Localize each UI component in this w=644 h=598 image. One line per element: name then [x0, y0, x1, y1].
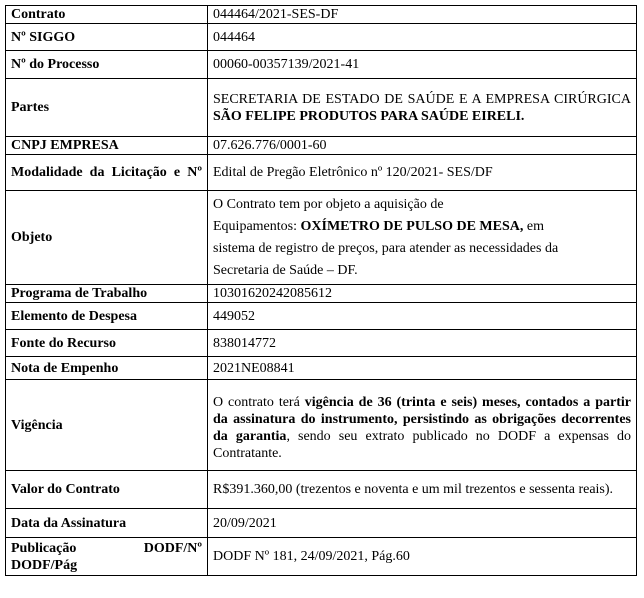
value-publicacao: DODF Nº 181, 24/09/2021, Pág.60	[208, 538, 637, 576]
contract-summary-table	[5, 5, 637, 576]
row-data	[6, 509, 637, 538]
partes-company-name: SÃO FELIPE PRODUTOS PARA SAÚDE EIRELI.	[213, 108, 525, 124]
value-valor: R$391.360,00 (trezentos e noventa e um mil trezentos e sessenta reais).	[208, 471, 637, 509]
row-objeto	[6, 191, 637, 285]
value-vigencia	[208, 380, 637, 471]
row-contrato	[6, 6, 637, 24]
publicacao-label-line-1: Publicação DODF/Nº	[11, 540, 202, 556]
objeto-line-2-post: em	[523, 218, 544, 234]
row-siggo	[6, 24, 637, 51]
value-elemento: 449052	[208, 303, 637, 330]
value-modalidade: Edital de Pregão Eletrônico nº 120/2021- SES/DF	[208, 155, 637, 191]
row-vigencia	[6, 380, 637, 471]
value-partes	[208, 79, 637, 137]
label-publicacao	[6, 538, 208, 576]
value-processo: 00060-00357139/2021-41	[208, 51, 637, 79]
objeto-line-4: Secretaria de Saúde – DF.	[213, 262, 358, 278]
label-elemento: Elemento de Despesa	[6, 303, 208, 330]
row-fonte	[6, 330, 637, 357]
label-valor: Valor do Contrato	[6, 471, 208, 509]
row-publicacao	[6, 538, 637, 576]
value-contrato: 044464/2021-SES-DF	[208, 6, 637, 24]
objeto-line-3: sistema de registro de preços, para atender as necessidades da	[213, 240, 559, 256]
value-objeto	[208, 191, 637, 285]
label-programa: Programa de Trabalho	[6, 285, 208, 303]
label-vigencia: Vigência	[6, 380, 208, 471]
vigencia-term: vigência de 36 (trinta e seis) meses, contados a partir da assinatura do instrumento, persistindo as obrigações decorrentes da garantia	[213, 395, 631, 444]
row-programa	[6, 285, 637, 303]
value-nota: 2021NE08841	[208, 357, 637, 380]
objeto-item-name: OXÍMETRO DE PULSO DE MESA,	[300, 218, 524, 234]
value-programa: 10301620242085612	[208, 285, 637, 303]
row-processo	[6, 51, 637, 79]
publicacao-label-line-2: DODF/Pág	[11, 557, 78, 573]
label-siggo: Nº SIGGO	[6, 24, 208, 51]
row-elemento	[6, 303, 637, 330]
row-modalidade	[6, 155, 637, 191]
label-processo: Nº do Processo	[6, 51, 208, 79]
vigencia-text-post: , sendo seu extrato publicado no DODF a expensas do Contratante.	[213, 429, 631, 461]
objeto-line-2	[213, 216, 631, 238]
row-partes	[6, 79, 637, 137]
label-contrato: Contrato	[6, 6, 208, 24]
label-modalidade: Modalidade da Licitação e Nº	[6, 155, 208, 191]
label-fonte: Fonte do Recurso	[6, 330, 208, 357]
label-data: Data da Assinatura	[6, 509, 208, 538]
objeto-line-2-pre: Equipamentos:	[213, 218, 301, 234]
partes-text: SECRETARIA DE ESTADO DE SAÚDE E A EMPRESA CIRÚRGICA	[213, 91, 631, 107]
vigencia-text-pre: O contrato terá	[213, 395, 305, 410]
label-partes: Partes	[6, 79, 208, 137]
row-cnpj	[6, 137, 637, 155]
value-cnpj: 07.626.776/0001-60	[208, 137, 637, 155]
objeto-line-1: O Contrato tem por objeto a aquisição de	[213, 196, 444, 212]
value-siggo: 044464	[208, 24, 637, 51]
row-valor	[6, 471, 637, 509]
label-cnpj: CNPJ EMPRESA	[6, 137, 208, 155]
row-nota	[6, 357, 637, 380]
value-fonte: 838014772	[208, 330, 637, 357]
label-nota: Nota de Empenho	[6, 357, 208, 380]
value-data: 20/09/2021	[208, 509, 637, 538]
label-objeto: Objeto	[6, 191, 208, 285]
